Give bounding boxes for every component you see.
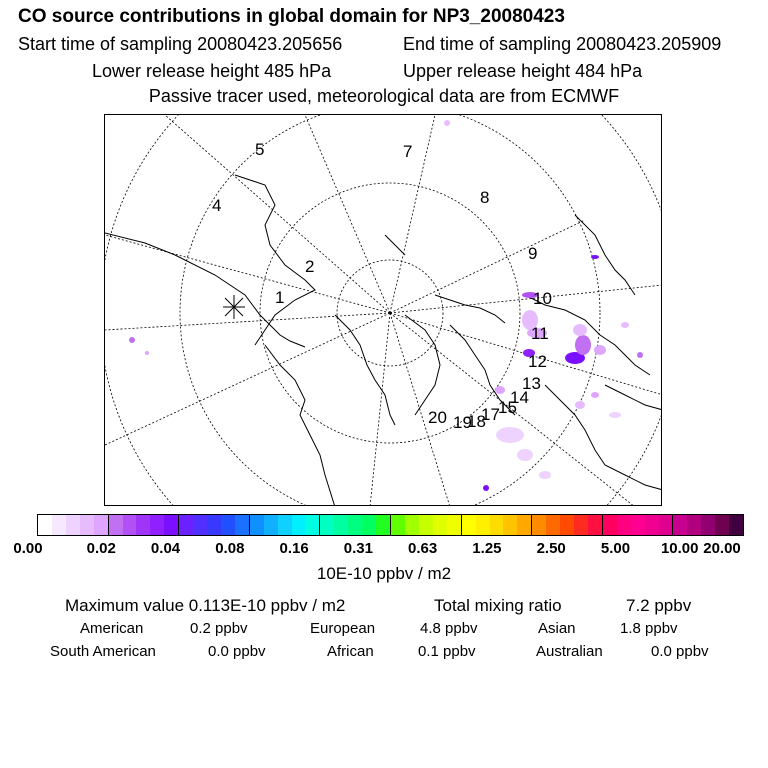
meridian bbox=[165, 115, 390, 313]
colorbar-segment bbox=[80, 515, 94, 535]
colorbar-segment bbox=[38, 515, 52, 535]
meridian bbox=[390, 220, 585, 313]
colorbar-tick-label: 0.63 bbox=[408, 540, 438, 557]
colorbar-segment bbox=[348, 515, 362, 535]
upper-height: Upper release height 484 hPa bbox=[403, 61, 643, 81]
concentration-patch bbox=[145, 351, 149, 355]
map-label: 7 bbox=[403, 142, 413, 161]
colorbar-segment bbox=[108, 515, 123, 535]
concentration-patch bbox=[495, 386, 505, 394]
colorbar-segment bbox=[729, 515, 743, 535]
coastline bbox=[435, 295, 505, 323]
colorbar-segment bbox=[207, 515, 221, 535]
concentration-patch bbox=[594, 345, 606, 355]
american-value: 0.2 ppbv bbox=[190, 620, 248, 637]
coastline bbox=[405, 315, 440, 415]
colorbar-segment bbox=[306, 515, 320, 535]
colorbar-tick-label: 5.00 bbox=[600, 540, 631, 557]
colorbar-tick-label: 0.16 bbox=[279, 540, 309, 557]
concentration-patch bbox=[609, 412, 621, 418]
colorbar-segment bbox=[531, 515, 546, 535]
coastline bbox=[385, 235, 405, 255]
colorbar-tick-label: 20.00 bbox=[703, 540, 741, 557]
map-label: 15 bbox=[498, 398, 517, 417]
colorbar-segment bbox=[602, 515, 617, 535]
colorbar-tick-label: 1.25 bbox=[472, 540, 502, 557]
meridian bbox=[390, 115, 435, 313]
colorbar-segment bbox=[701, 515, 715, 535]
map-canvas bbox=[105, 115, 662, 506]
concentration-patch bbox=[591, 392, 599, 398]
colorbar-segment bbox=[617, 515, 631, 535]
colorbar-segment bbox=[193, 515, 207, 535]
concentration-patch bbox=[539, 471, 551, 479]
colorbar-segment bbox=[235, 515, 249, 535]
coastline bbox=[575, 215, 635, 295]
colorbar-segment bbox=[631, 515, 645, 535]
concentration-patch bbox=[483, 485, 489, 491]
colorbar bbox=[37, 514, 744, 536]
colorbar-segment bbox=[574, 515, 588, 535]
coastline bbox=[335, 315, 395, 425]
graticule bbox=[105, 115, 662, 506]
coastline bbox=[605, 385, 662, 410]
map-label: 19 bbox=[453, 413, 472, 432]
map-label: 20 bbox=[428, 408, 447, 427]
concentration-patch bbox=[444, 120, 450, 126]
polar-map bbox=[104, 114, 662, 506]
concentration-patch bbox=[575, 401, 585, 409]
concentration-patch bbox=[573, 324, 587, 336]
colorbar-tick-label: 10.00 bbox=[660, 540, 699, 557]
colorbar-segment bbox=[362, 515, 376, 535]
colorbar-segment bbox=[319, 515, 334, 535]
map-label: 5 bbox=[255, 140, 265, 159]
colorbar-segment bbox=[419, 515, 433, 535]
colorbar-segment bbox=[278, 515, 292, 535]
concentration-patch bbox=[517, 449, 533, 461]
colorbar-tick-label: 0.08 bbox=[215, 540, 245, 557]
map-label: 1 bbox=[275, 288, 285, 307]
tracer-info: Passive tracer used, meteorological data are from ECMWF bbox=[148, 86, 620, 106]
total-mixing-label: Total mixing ratio bbox=[434, 596, 562, 615]
asian-label: Asian bbox=[538, 620, 576, 637]
south-american-value: 0.0 ppbv bbox=[208, 643, 266, 660]
colorbar-tick-label: 2.50 bbox=[536, 540, 566, 557]
colorbar-segment bbox=[645, 515, 659, 535]
meridian bbox=[370, 313, 390, 506]
colorbar-segment bbox=[687, 515, 701, 535]
colorbar-tick-label: 0.31 bbox=[343, 540, 373, 557]
colorbar-tick-label: 0.04 bbox=[150, 540, 181, 557]
concentration-patch bbox=[637, 352, 643, 358]
coastline bbox=[235, 175, 315, 345]
colorbar-tick-label: 0.02 bbox=[86, 540, 116, 557]
asian-value: 1.8 ppbv bbox=[620, 620, 678, 637]
colorbar-segment bbox=[517, 515, 531, 535]
colorbar-segment bbox=[334, 515, 348, 535]
colorbar-segment bbox=[94, 515, 108, 535]
meridian bbox=[305, 115, 390, 313]
colorbar-ticks bbox=[0, 540, 768, 560]
map-label: 12 bbox=[528, 352, 547, 371]
south-american-label: South American bbox=[50, 643, 156, 660]
plot-title: CO source contributions in global domain for NP3_20080423 bbox=[18, 6, 565, 27]
european-label: European bbox=[310, 620, 376, 637]
map-label: 10 bbox=[533, 289, 552, 308]
american-label: American bbox=[80, 620, 144, 637]
concentration-patch bbox=[496, 427, 524, 443]
latitude-circle bbox=[105, 115, 662, 506]
concentration-patch bbox=[575, 335, 591, 355]
meridian bbox=[105, 235, 390, 313]
colorbar-segment bbox=[433, 515, 447, 535]
colorbar-segment bbox=[405, 515, 419, 535]
concentration-patch bbox=[591, 255, 599, 259]
colorbar-segment bbox=[264, 515, 278, 535]
australian-label: Australian bbox=[536, 643, 603, 660]
map-label: 2 bbox=[305, 257, 315, 276]
colorbar-segment bbox=[52, 515, 66, 535]
concentration-patch bbox=[129, 337, 135, 343]
colorbar-segment bbox=[560, 515, 574, 535]
colorbar-segment bbox=[178, 515, 193, 535]
african-label: African bbox=[327, 643, 374, 660]
colorbar-segment bbox=[292, 515, 306, 535]
colorbar-segment bbox=[588, 515, 602, 535]
meridian bbox=[105, 313, 390, 445]
concentration-patch bbox=[621, 322, 629, 328]
colorbar-segment bbox=[376, 515, 390, 535]
colorbar-segment bbox=[136, 515, 150, 535]
colorbar-tick-label: 0.00 bbox=[13, 540, 43, 557]
colorbar-segment bbox=[150, 515, 164, 535]
colorbar-segment bbox=[123, 515, 137, 535]
australian-value: 0.0 ppbv bbox=[651, 643, 709, 660]
map-label: 8 bbox=[480, 188, 490, 207]
colorbar-segment bbox=[164, 515, 178, 535]
map-label: 13 bbox=[522, 374, 541, 393]
colorbar-segment bbox=[390, 515, 405, 535]
colorbar-segment bbox=[672, 515, 687, 535]
colorbar-segment bbox=[546, 515, 560, 535]
colorbar-segment bbox=[461, 515, 476, 535]
latitude-circle bbox=[180, 115, 600, 506]
colorbar-segment bbox=[476, 515, 490, 535]
colorbar-segment bbox=[659, 515, 673, 535]
concentration-field bbox=[129, 120, 643, 491]
total-mixing-value: 7.2 ppbv bbox=[626, 596, 692, 615]
coastline bbox=[545, 385, 662, 490]
end-time: End time of sampling 20080423.205909 bbox=[403, 34, 722, 54]
meridian bbox=[390, 285, 662, 313]
max-value: Maximum value 0.113E-10 ppbv / m2 bbox=[65, 596, 346, 615]
colorbar-segment bbox=[503, 515, 517, 535]
release-location-marker bbox=[223, 295, 245, 319]
lower-height: Lower release height 485 hPa bbox=[92, 61, 332, 81]
colorbar-segment bbox=[221, 515, 235, 535]
colorbar-segment bbox=[715, 515, 729, 535]
map-label: 17 bbox=[481, 405, 500, 424]
map-label: 9 bbox=[528, 244, 538, 263]
colorbar-segment bbox=[249, 515, 264, 535]
african-value: 0.1 ppbv bbox=[418, 643, 476, 660]
colorbar-segment bbox=[490, 515, 504, 535]
map-label: 14 bbox=[510, 388, 529, 407]
european-value: 4.8 ppbv bbox=[420, 620, 478, 637]
colorbar-segment bbox=[66, 515, 80, 535]
map-label: 11 bbox=[531, 324, 549, 343]
colorbar-unit: 10E-10 ppbv / m2 bbox=[316, 564, 452, 583]
map-label: 18 bbox=[467, 412, 486, 431]
colorbar-segment bbox=[447, 515, 461, 535]
start-time: Start time of sampling 20080423.205656 bbox=[18, 34, 343, 54]
map-label: 4 bbox=[212, 196, 222, 215]
